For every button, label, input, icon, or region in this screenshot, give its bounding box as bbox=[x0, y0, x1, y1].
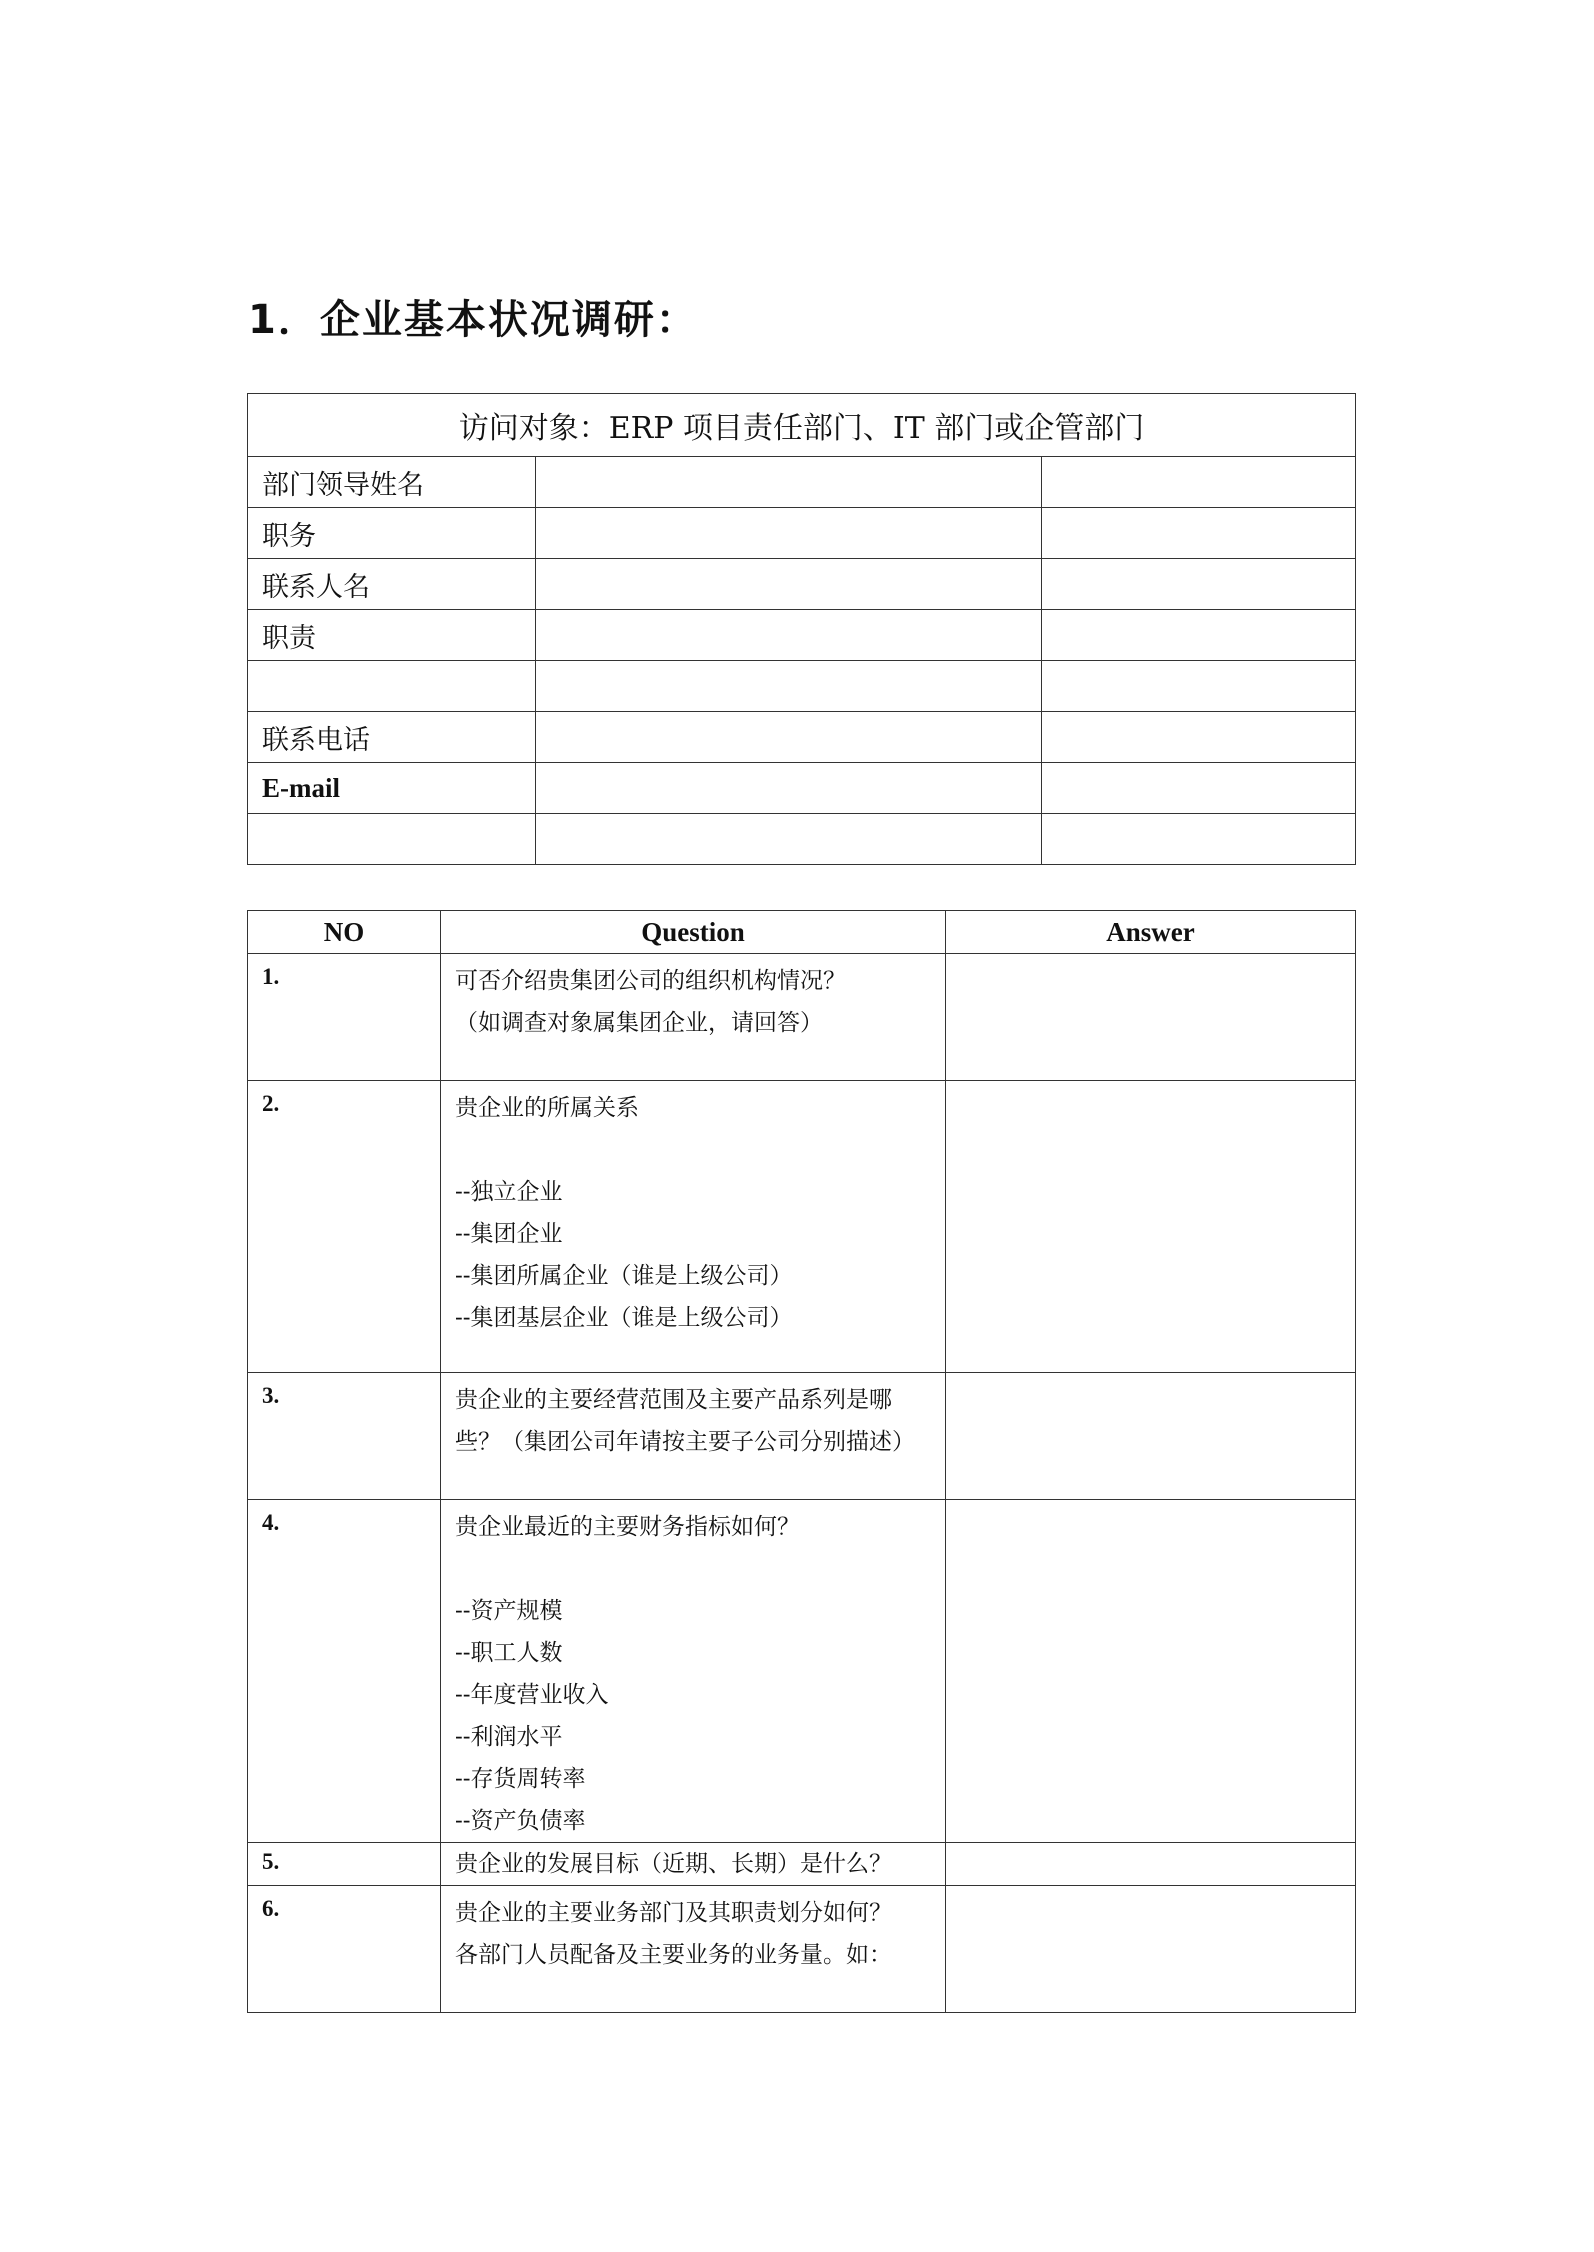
qa-question-spacer bbox=[455, 1548, 945, 1590]
contact-value-cell[interactable] bbox=[536, 814, 1042, 865]
qa-question-line: --职工人数 bbox=[455, 1640, 563, 1666]
qa-table bbox=[247, 910, 1356, 2013]
contact-value-cell[interactable] bbox=[536, 559, 1042, 610]
contact-extra-cell[interactable] bbox=[1042, 610, 1356, 661]
contact-label-phone: 联系电话 bbox=[248, 712, 536, 763]
qa-question-line: 些？（集团公司年请按主要子公司分别描述） bbox=[455, 1429, 915, 1455]
qa-question-line: --存货周转率 bbox=[455, 1766, 586, 1792]
qa-question bbox=[441, 1081, 946, 1373]
qa-row-number: 1. bbox=[248, 954, 441, 1081]
qa-question bbox=[441, 954, 946, 1081]
qa-header-row bbox=[248, 911, 1356, 954]
qa-question-line: 贵企业的主要经营范围及主要产品系列是哪 bbox=[455, 1387, 892, 1413]
contact-label-leader-name: 部门领导姓名 bbox=[248, 457, 536, 508]
qa-answer-cell[interactable] bbox=[946, 1886, 1356, 2013]
contact-row bbox=[248, 610, 1356, 661]
qa-question bbox=[441, 1500, 946, 1843]
col-header-question: Question bbox=[441, 911, 946, 954]
qa-question-line: --集团基层企业（谁是上级公司） bbox=[455, 1305, 793, 1331]
qa-question-line: --集团企业 bbox=[455, 1221, 563, 1247]
qa-row-number: 6. bbox=[248, 1886, 441, 2013]
contact-label-duty: 职责 bbox=[248, 610, 536, 661]
page-title: 1．企业基本状况调研： bbox=[248, 297, 698, 343]
contact-row bbox=[248, 814, 1356, 865]
qa-row-number: 3. bbox=[248, 1373, 441, 1500]
qa-answer-cell[interactable] bbox=[946, 1843, 1356, 1886]
qa-question-line: --独立企业 bbox=[455, 1179, 563, 1205]
qa-question-line: 可否介绍贵集团公司的组织机构情况？ bbox=[455, 968, 846, 994]
contact-label-email-cell bbox=[248, 763, 536, 814]
contact-extra-cell[interactable] bbox=[1042, 814, 1356, 865]
qa-answer-cell[interactable] bbox=[946, 1081, 1356, 1373]
col-header-answer: Answer bbox=[946, 911, 1356, 954]
qa-question-line: 贵企业的主要业务部门及其职责划分如何？ bbox=[455, 1900, 892, 1926]
contact-row bbox=[248, 712, 1356, 763]
qa-answer-cell[interactable] bbox=[946, 1500, 1356, 1843]
qa-question-line: --集团所属企业（谁是上级公司） bbox=[455, 1263, 793, 1289]
qa-row-number: 4. bbox=[248, 1500, 441, 1843]
qa-question bbox=[441, 1373, 946, 1500]
qa-question-line: 各部门人员配备及主要业务的业务量。如： bbox=[455, 1942, 892, 1968]
contact-label-blank bbox=[248, 814, 536, 865]
contact-label-contact-name: 联系人名 bbox=[248, 559, 536, 610]
col-header-no: NO bbox=[248, 911, 441, 954]
contact-extra-cell[interactable] bbox=[1042, 508, 1356, 559]
contact-row bbox=[248, 559, 1356, 610]
contact-label-blank bbox=[248, 661, 536, 712]
qa-row bbox=[248, 1843, 1356, 1886]
contact-value-cell[interactable] bbox=[536, 763, 1042, 814]
qa-answer-cell[interactable] bbox=[946, 1373, 1356, 1500]
contact-value-cell[interactable] bbox=[536, 508, 1042, 559]
qa-row bbox=[248, 1500, 1356, 1843]
contact-value-cell[interactable] bbox=[536, 457, 1042, 508]
contact-table-header: 访问对象：ERP 项目责任部门、IT 部门或企管部门 bbox=[248, 394, 1356, 457]
qa-question-line: （如调查对象属集团企业，请回答） bbox=[455, 1010, 823, 1036]
contact-label-position: 职务 bbox=[248, 508, 536, 559]
contact-row bbox=[248, 661, 1356, 712]
contact-label-email: E-mail bbox=[262, 772, 340, 803]
contact-table bbox=[247, 393, 1356, 865]
contact-extra-cell[interactable] bbox=[1042, 712, 1356, 763]
qa-row bbox=[248, 954, 1356, 1081]
contact-row bbox=[248, 457, 1356, 508]
qa-question bbox=[441, 1843, 946, 1886]
qa-question bbox=[441, 1886, 946, 2013]
contact-extra-cell[interactable] bbox=[1042, 763, 1356, 814]
qa-row-number: 2. bbox=[248, 1081, 441, 1373]
qa-question-line: --年度营业收入 bbox=[455, 1682, 609, 1708]
qa-row bbox=[248, 1081, 1356, 1373]
contact-value-cell[interactable] bbox=[536, 610, 1042, 661]
contact-extra-cell[interactable] bbox=[1042, 457, 1356, 508]
qa-row-number: 5. bbox=[248, 1843, 441, 1886]
contact-value-cell[interactable] bbox=[536, 712, 1042, 763]
contact-extra-cell[interactable] bbox=[1042, 661, 1356, 712]
qa-question-line: 贵企业最近的主要财务指标如何？ bbox=[455, 1514, 800, 1540]
qa-question-line: --资产负债率 bbox=[455, 1808, 586, 1834]
qa-question-line: --利润水平 bbox=[455, 1724, 563, 1750]
contact-extra-cell[interactable] bbox=[1042, 559, 1356, 610]
qa-question-line: 贵企业的所属关系 bbox=[455, 1095, 639, 1121]
qa-question-line: --资产规模 bbox=[455, 1598, 563, 1624]
qa-row bbox=[248, 1373, 1356, 1500]
contact-row bbox=[248, 763, 1356, 814]
contact-value-cell[interactable] bbox=[536, 661, 1042, 712]
qa-question-line: 贵企业的发展目标（近期、长期）是什么？ bbox=[455, 1851, 892, 1877]
qa-question-spacer bbox=[455, 1129, 945, 1171]
qa-row bbox=[248, 1886, 1356, 2013]
qa-answer-cell[interactable] bbox=[946, 954, 1356, 1081]
contact-row bbox=[248, 508, 1356, 559]
